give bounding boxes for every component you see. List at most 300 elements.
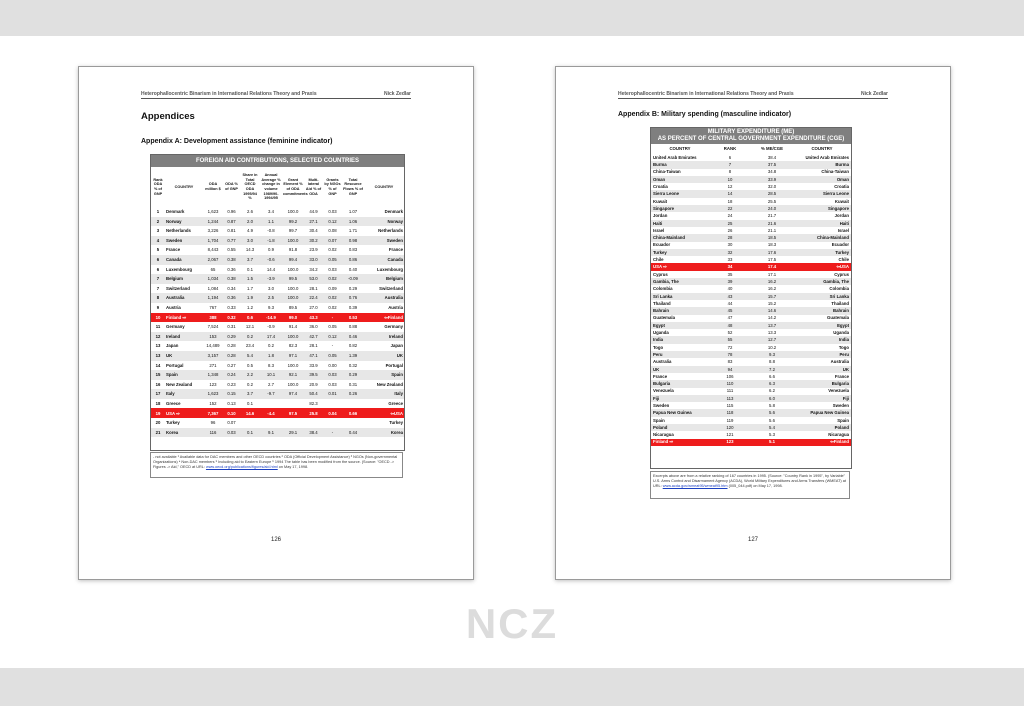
aid-header-cell: COUNTRY [174,184,194,189]
aid-table-cell: 0.6 [240,313,260,323]
aid-header-cell: Annual Average % change in volume 1989/90-1994/95 [261,173,281,201]
military-table-row [651,220,851,227]
foreign-aid-notes-tail: on May 17, 1998. [277,465,309,469]
aid-table-cell: 6 [156,266,160,272]
military-table-row [651,271,851,278]
military-table-cell: Nicaragua [653,432,674,438]
aid-table-cell: 7,367 [203,408,223,418]
acda-source-link[interactable]: www.acda.gov/wmeat95/wmeat95.htm [662,484,728,488]
aid-table-cell: 0.33 [227,304,236,310]
aid-table-cell: Finland ⇨ [165,313,203,323]
aid-table-row [151,303,404,313]
military-table-cell: 78 [727,351,733,357]
aid-table-row [151,399,404,409]
aid-table-cell: 0.29 [348,372,358,378]
military-table-cell: 22 [727,205,733,211]
military-table-cell: Burma [653,162,667,168]
military-table-cell: Poland [834,424,849,430]
aid-table-cell: 2.7 [268,381,274,387]
aid-header-cell: Grants by NGOs % of GNP [324,177,341,196]
military-table-cell: Fiji [842,395,849,401]
aid-table-cell: 0.77 [227,237,236,243]
aid-table-cell: 1,623 [207,391,219,397]
aid-table-cell: 0.23 [227,381,236,387]
military-table-cell: Chile [838,257,849,263]
military-table-cell: Bulgaria [653,381,671,387]
military-table-cell: France [653,373,668,379]
aid-table-cell: - [331,429,334,435]
aid-table-cell: Denmark [166,209,185,215]
military-table-cell: Israel [653,227,665,233]
aid-table-cell: 153 [209,333,217,339]
aid-table-cell: -0.8 [267,228,275,234]
aid-table-row [151,313,404,323]
military-table-cell: Poland [653,424,668,430]
military-table-cell: 28 [727,235,733,241]
military-table-cell: 34.8 [767,169,777,175]
aid-table-cell: 1.7 [247,285,253,291]
aid-table-cell [342,418,364,428]
running-head-title: Heterophallocentric Binarism in International Relations Theory and Praxis [141,91,317,97]
aid-table-cell: 8 [156,295,160,301]
aid-table-row [151,428,404,438]
military-table-cell: 6 [728,154,732,160]
military-notes-text: Excerpts above are from a relative ranking of 167 countries in 1995. (Source: "Country Rank in 1995", by Variable" U.S. Arms Control and Disarmament Agency (ACDA), World Military Expenditures and Arms Transfers (WMEAT) at URL: [653,474,846,488]
aid-table-row [151,255,404,265]
aid-table-cell: 0.03 [328,381,337,387]
military-table-cell: 15.7 [767,293,777,299]
banner-line-1: MILITARY EXPENDITURE (ME) [707,129,795,135]
military-table-cell: 14.6 [767,308,777,314]
military-table-cell: China-Mainland [653,235,685,241]
aid-table-cell: New Zealand [376,381,403,387]
military-table-cell: Singapore [653,205,675,211]
aid-table-cell: 6 [156,257,160,263]
aid-table-cell: 0.02 [328,295,337,301]
military-table-cell: 25 [727,220,733,226]
aid-table-cell: 0.28 [227,343,236,349]
military-table-cell: 52 [727,330,733,336]
aid-table-cell: 0.86 [348,257,358,263]
military-table-cell: 5.8 [769,402,775,408]
military-table-cell: 13.7 [767,322,777,328]
aid-table-cell [260,399,282,409]
military-table-cell: 33 [727,257,733,263]
aid-table-cell: 0.03 [328,209,337,215]
aid-table-cell: Belgium [386,276,403,282]
military-table-cell: Papua New Guinea [810,410,849,416]
military-table-cell: Guatemala [827,315,849,321]
military-table-cell: 18.3 [767,242,777,248]
military-table-cell: 45 [727,308,733,314]
aid-table-cell: 97.4 [288,391,298,397]
military-table-cell: Kuwait [653,198,668,204]
military-table-row [651,256,851,263]
aid-table-cell: 99.2 [288,218,298,224]
military-table-cell: 32.0 [767,184,777,190]
aid-table-cell: 5 [156,247,160,253]
military-table-cell: 14.2 [767,315,777,321]
aid-table-cell: 50.4 [309,391,318,397]
aid-table-row [151,226,404,236]
military-table-cell: Spain [653,417,665,423]
aid-table-cell: 13 [155,352,161,358]
aid-table-cell: France [166,247,181,253]
military-table-cell: 48 [727,322,733,328]
aid-table-cell: 100.0 [287,266,299,272]
foreign-aid-table [150,154,405,451]
military-table-cell: 8 [728,169,732,175]
military-table-cell: 6.6 [769,373,775,379]
oecd-source-link[interactable]: www.oecd.org/publications/figures/aid.html [205,465,278,469]
aid-table-cell: 20.9 [309,381,318,387]
aid-table-cell: 43.3 [304,313,323,323]
military-table-row [651,285,851,292]
aid-table-cell: 1.71 [348,228,358,234]
military-table-cell: ⇦USA [793,263,851,270]
military-table-row [651,329,851,336]
military-table-row [651,336,851,343]
military-table-cell: Chile [653,257,664,263]
military-table-cell: Croatia [653,184,668,190]
banner-line-2: AS PERCENT OF CENTRAL GOVERNMENT EXPENDITURE (CGE) [657,136,845,142]
aid-table-cell: Canada [166,257,182,263]
aid-table-cell: 34.2 [309,266,318,272]
aid-table-cell: 0.02 [328,276,337,282]
military-table-cell: Spain [837,417,849,423]
aid-table-cell: 123 [209,381,217,387]
military-table-cell: Bahrain [653,308,669,314]
military-table-row [651,388,851,395]
aid-header-cell: COUNTRY [374,184,394,189]
military-table-cell: Finland ⇨ [651,439,709,446]
aid-table-cell: Ireland [388,333,403,339]
military-table-cell: 94 [727,366,733,372]
aid-table-cell: 0.5 [247,362,253,368]
aid-table-cell: Switzerland [166,285,190,291]
aid-table-cell: 36.0 [309,324,318,330]
military-table-cell: India [838,337,849,343]
aid-table-cell: 2.6 [247,209,253,215]
aid-table-cell: 0.27 [227,362,236,368]
aid-table-row [151,389,404,399]
aid-table-cell: 0.76 [348,295,358,301]
aid-table-row [151,408,404,418]
military-table-cell: Croatia [834,184,849,190]
aid-table-cell: 0.05 [328,352,337,358]
aid-table-cell: Japan [166,343,179,349]
aid-table-cell: 16 [155,381,161,387]
aid-table-cell: 3.4 [268,209,274,215]
aid-table-cell: 1,244 [207,218,219,224]
aid-table-row [151,380,404,390]
foreign-aid-grid [151,167,404,437]
aid-table-cell [323,399,342,409]
aid-table-cell: 0.36 [227,266,236,272]
aid-table-cell: 3.7 [247,391,253,397]
aid-table-cell: 3 [156,228,160,234]
aid-table-cell: 0.2 [247,381,253,387]
aid-table-cell: 12.1 [245,324,255,330]
military-table-cell: Israel [837,227,849,233]
aid-table-cell: 27.1 [309,218,318,224]
aid-table-cell [304,418,323,428]
aid-table-cell: 0.12 [328,333,337,339]
aid-table-cell: 9.1 [268,429,274,435]
military-table-cell: 10.2 [767,344,777,350]
aid-table-cell: 0.03 [227,429,236,435]
military-header-cell: RANK [723,146,737,151]
military-table-cell: Thailand [831,300,849,306]
aid-table-cell: 0.32 [223,313,240,323]
military-table-cell: Nicaragua [828,432,849,438]
military-table-cell: 18.5 [767,235,777,241]
military-table-row [651,395,851,402]
aid-table-cell: Sweden [386,237,403,243]
military-table-cell: Bahrain [833,308,849,314]
military-table-cell: 5.6 [769,410,775,416]
military-table-cell: 32 [727,249,733,255]
military-table-cell: 6.3 [769,381,775,387]
aid-table-row [151,284,404,294]
aid-table-cell: 33.0 [309,257,318,263]
military-table-cell: Uganda [653,330,669,336]
military-header-cell: COUNTRY [811,146,833,151]
aid-table-cell: Ireland [166,333,181,339]
military-table-cell: Kuwait [834,198,849,204]
aid-table-row [151,361,404,371]
aid-table-cell: 7,524 [207,324,219,330]
aid-table-row [151,274,404,284]
military-table-cell: Egypt [837,322,849,328]
running-head-author: Nick Zedlar [384,91,411,97]
military-table-row [651,278,851,285]
aid-table-cell: 0.31 [348,381,358,387]
aid-table-cell: 1,194 [207,295,219,301]
aid-table-cell: 100.0 [287,209,299,215]
military-table-cell: 17.6 [767,249,777,255]
aid-table-cell: USA ⇨ [165,408,203,418]
aid-table-row [151,265,404,275]
military-table-row [651,154,851,161]
military-table-cell: Sri Lanka [829,293,849,299]
aid-table-cell: 0.9 [268,247,274,253]
military-table-row [651,351,851,358]
page-number: 127 [747,537,758,543]
military-table-cell: 28.5 [767,191,777,197]
aid-table-cell: 1,623 [207,209,219,215]
military-table-cell: 121 [726,432,734,438]
military-table-cell: Turkey [653,249,667,255]
aid-table-cell: 28.1 [309,343,318,349]
military-table-cell: 43 [727,293,733,299]
military-table-cell: Ecuador [653,242,671,248]
military-table-row [651,424,851,431]
military-table-row [651,234,851,241]
military-table-cell: Singapore [827,205,849,211]
military-table-cell: Haiti [839,220,849,226]
military-table-row [651,198,851,205]
aid-table-cell: 1.2 [247,304,253,310]
military-table-cell: 12 [727,184,733,190]
aid-table-cell: 91.4 [288,324,298,330]
aid-table-cell: 0.2 [268,343,274,349]
military-table-cell: 111 [726,388,734,394]
aid-table-cell: Spain [391,372,403,378]
aid-header-cell: Share in Total OECD ODA 1995/94 % [242,173,258,201]
aid-table-cell: 20 [155,420,161,426]
military-table-cell: Gambia, The [823,278,849,284]
aid-table-cell: 100.0 [287,333,299,339]
aid-header-cell: Grant Element % of ODA commitments [283,177,308,196]
aid-table-cell: -9.7 [267,391,275,397]
aid-table-cell: 0.40 [348,266,358,272]
aid-table-cell: 0.98 [348,237,358,243]
military-table-cell: 21.1 [767,227,777,233]
military-table-cell: UK [842,366,849,372]
aid-table-cell: 19 [151,408,165,418]
aid-table-cell: 1.9 [247,295,253,301]
aid-table-cell: 14.4 [266,266,276,272]
aid-table-cell: 271 [209,362,217,368]
aid-table-cell: 0.24 [227,372,236,378]
aid-table-row [151,370,404,380]
aid-table-cell: 2.0 [247,218,253,224]
military-table-row [651,212,851,219]
aid-table-cell: 0.83 [348,247,358,253]
aid-table-cell: 152 [209,400,217,406]
aid-table-cell: 0.15 [227,391,236,397]
aid-table-cell: 99.7 [288,228,298,234]
military-table-cell: 8.8 [769,359,775,365]
aid-table-cell: Greece [166,400,181,406]
aid-table-cell: 8.3 [268,362,274,368]
aid-table-cell: 1 [156,209,160,215]
aid-table-cell: 0.05 [328,324,337,330]
military-table-cell: China-Mainland [817,235,849,241]
aid-table-cell: 0.44 [348,429,358,435]
military-table-cell: Egypt [653,322,665,328]
aid-table-cell [282,418,304,428]
aid-table-cell: Switzerland [379,285,403,291]
military-table-cell: 14 [727,191,733,197]
aid-table-cell: 0.82 [348,343,358,349]
aid-table-cell: 767 [209,304,217,310]
military-table-cell: 16.2 [767,286,777,292]
foreign-aid-notes [150,452,403,478]
appendix-b-title: Appendix B: Military spending (masculine indicator) [618,111,792,118]
aid-table-cell: 0.04 [323,408,342,418]
aid-table-cell: Denmark [384,209,403,215]
military-table-row [651,307,851,314]
aid-table-cell: Germany [384,324,403,330]
aid-table-cell: 0.12 [328,218,337,224]
aid-table-cell: UK [166,352,173,358]
aid-table-cell: 0.10 [223,408,240,418]
military-table-cell: 15.2 [767,300,777,306]
page-127 [555,66,951,580]
aid-table-cell: 25.8 [304,408,323,418]
aid-table-row [151,332,404,342]
military-table-cell: Cyprus [834,271,849,277]
aid-table-cell: 29.1 [288,429,298,435]
aid-table-cell: 0.00 [328,362,337,368]
military-table-cell: 5.4 [769,424,775,430]
military-table-row [651,417,851,424]
aid-table-cell: 23.4 [245,343,255,349]
aid-table-cell: 82.3 [288,343,298,349]
aid-table-cell: 17.4 [266,333,276,339]
page-126 [78,66,474,580]
military-table-cell: 83 [727,359,733,365]
aid-table-cell: 96 [210,420,216,426]
aid-table-cell: 4.9 [247,228,253,234]
military-table-cell: Togo [653,344,664,350]
aid-table-cell: 9.3 [268,304,274,310]
ncz-watermark: NCZ [465,600,559,647]
military-header-cell: COUNTRY [669,146,691,151]
aid-table-cell: 0.29 [227,333,236,339]
aid-table-cell: 116 [209,429,217,435]
military-table-row [651,344,851,351]
running-head [141,89,411,99]
military-table-row [651,176,851,183]
aid-table-cell: 2.2 [247,372,253,378]
aid-table-cell: 0.05 [328,257,337,263]
military-table-row [651,402,851,409]
military-table-cell: Colombia [829,286,849,292]
aid-table-cell: 92.1 [288,372,298,378]
aid-table-row [151,293,404,303]
military-table-row [651,322,851,329]
aid-table-cell: 0.28 [227,352,236,358]
military-table-cell: 7 [728,162,732,168]
aid-table-cell: 1,034 [207,276,219,282]
aid-table-cell: 0.36 [227,295,236,301]
aid-table-cell: 1.39 [348,352,358,358]
military-table-row [651,358,851,365]
aid-table-cell: 23.9 [309,247,318,253]
running-head [618,89,888,99]
aid-table-cell: 1.07 [348,209,358,215]
military-table-cell: Oman [836,176,849,182]
military-table-row [651,183,851,190]
aid-table-cell: France [388,247,403,253]
military-table-cell: 13.3 [767,330,777,336]
military-table-cell: Burma [835,162,849,168]
aid-table-cell: Korea [166,429,179,435]
aid-header-cell: ODA % of GNP [225,182,238,191]
aid-table-cell: Austria [166,304,181,310]
military-table-cell: 18 [727,198,733,204]
aid-table-cell: 99.5 [288,276,298,282]
aid-table-cell: 39.5 [309,372,318,378]
military-table-cell: Papua New Guinea [653,410,692,416]
aid-table-cell: Austria [388,304,403,310]
aid-table-cell: 0.02 [328,247,337,253]
military-table-cell: 5.3 [769,432,775,438]
aid-table-cell: 0.34 [227,285,236,291]
aid-table-cell: 2 [156,218,160,224]
aid-table-cell: 0.01 [328,391,337,397]
military-table-cell: 37.5 [767,162,777,168]
military-table-row [651,373,851,380]
military-table-cell: Guatemala [653,315,675,321]
military-table-row [651,380,851,387]
military-table-row [651,242,851,249]
military-table-cell: 72 [727,344,733,350]
aid-table-cell: 100.0 [287,237,299,243]
